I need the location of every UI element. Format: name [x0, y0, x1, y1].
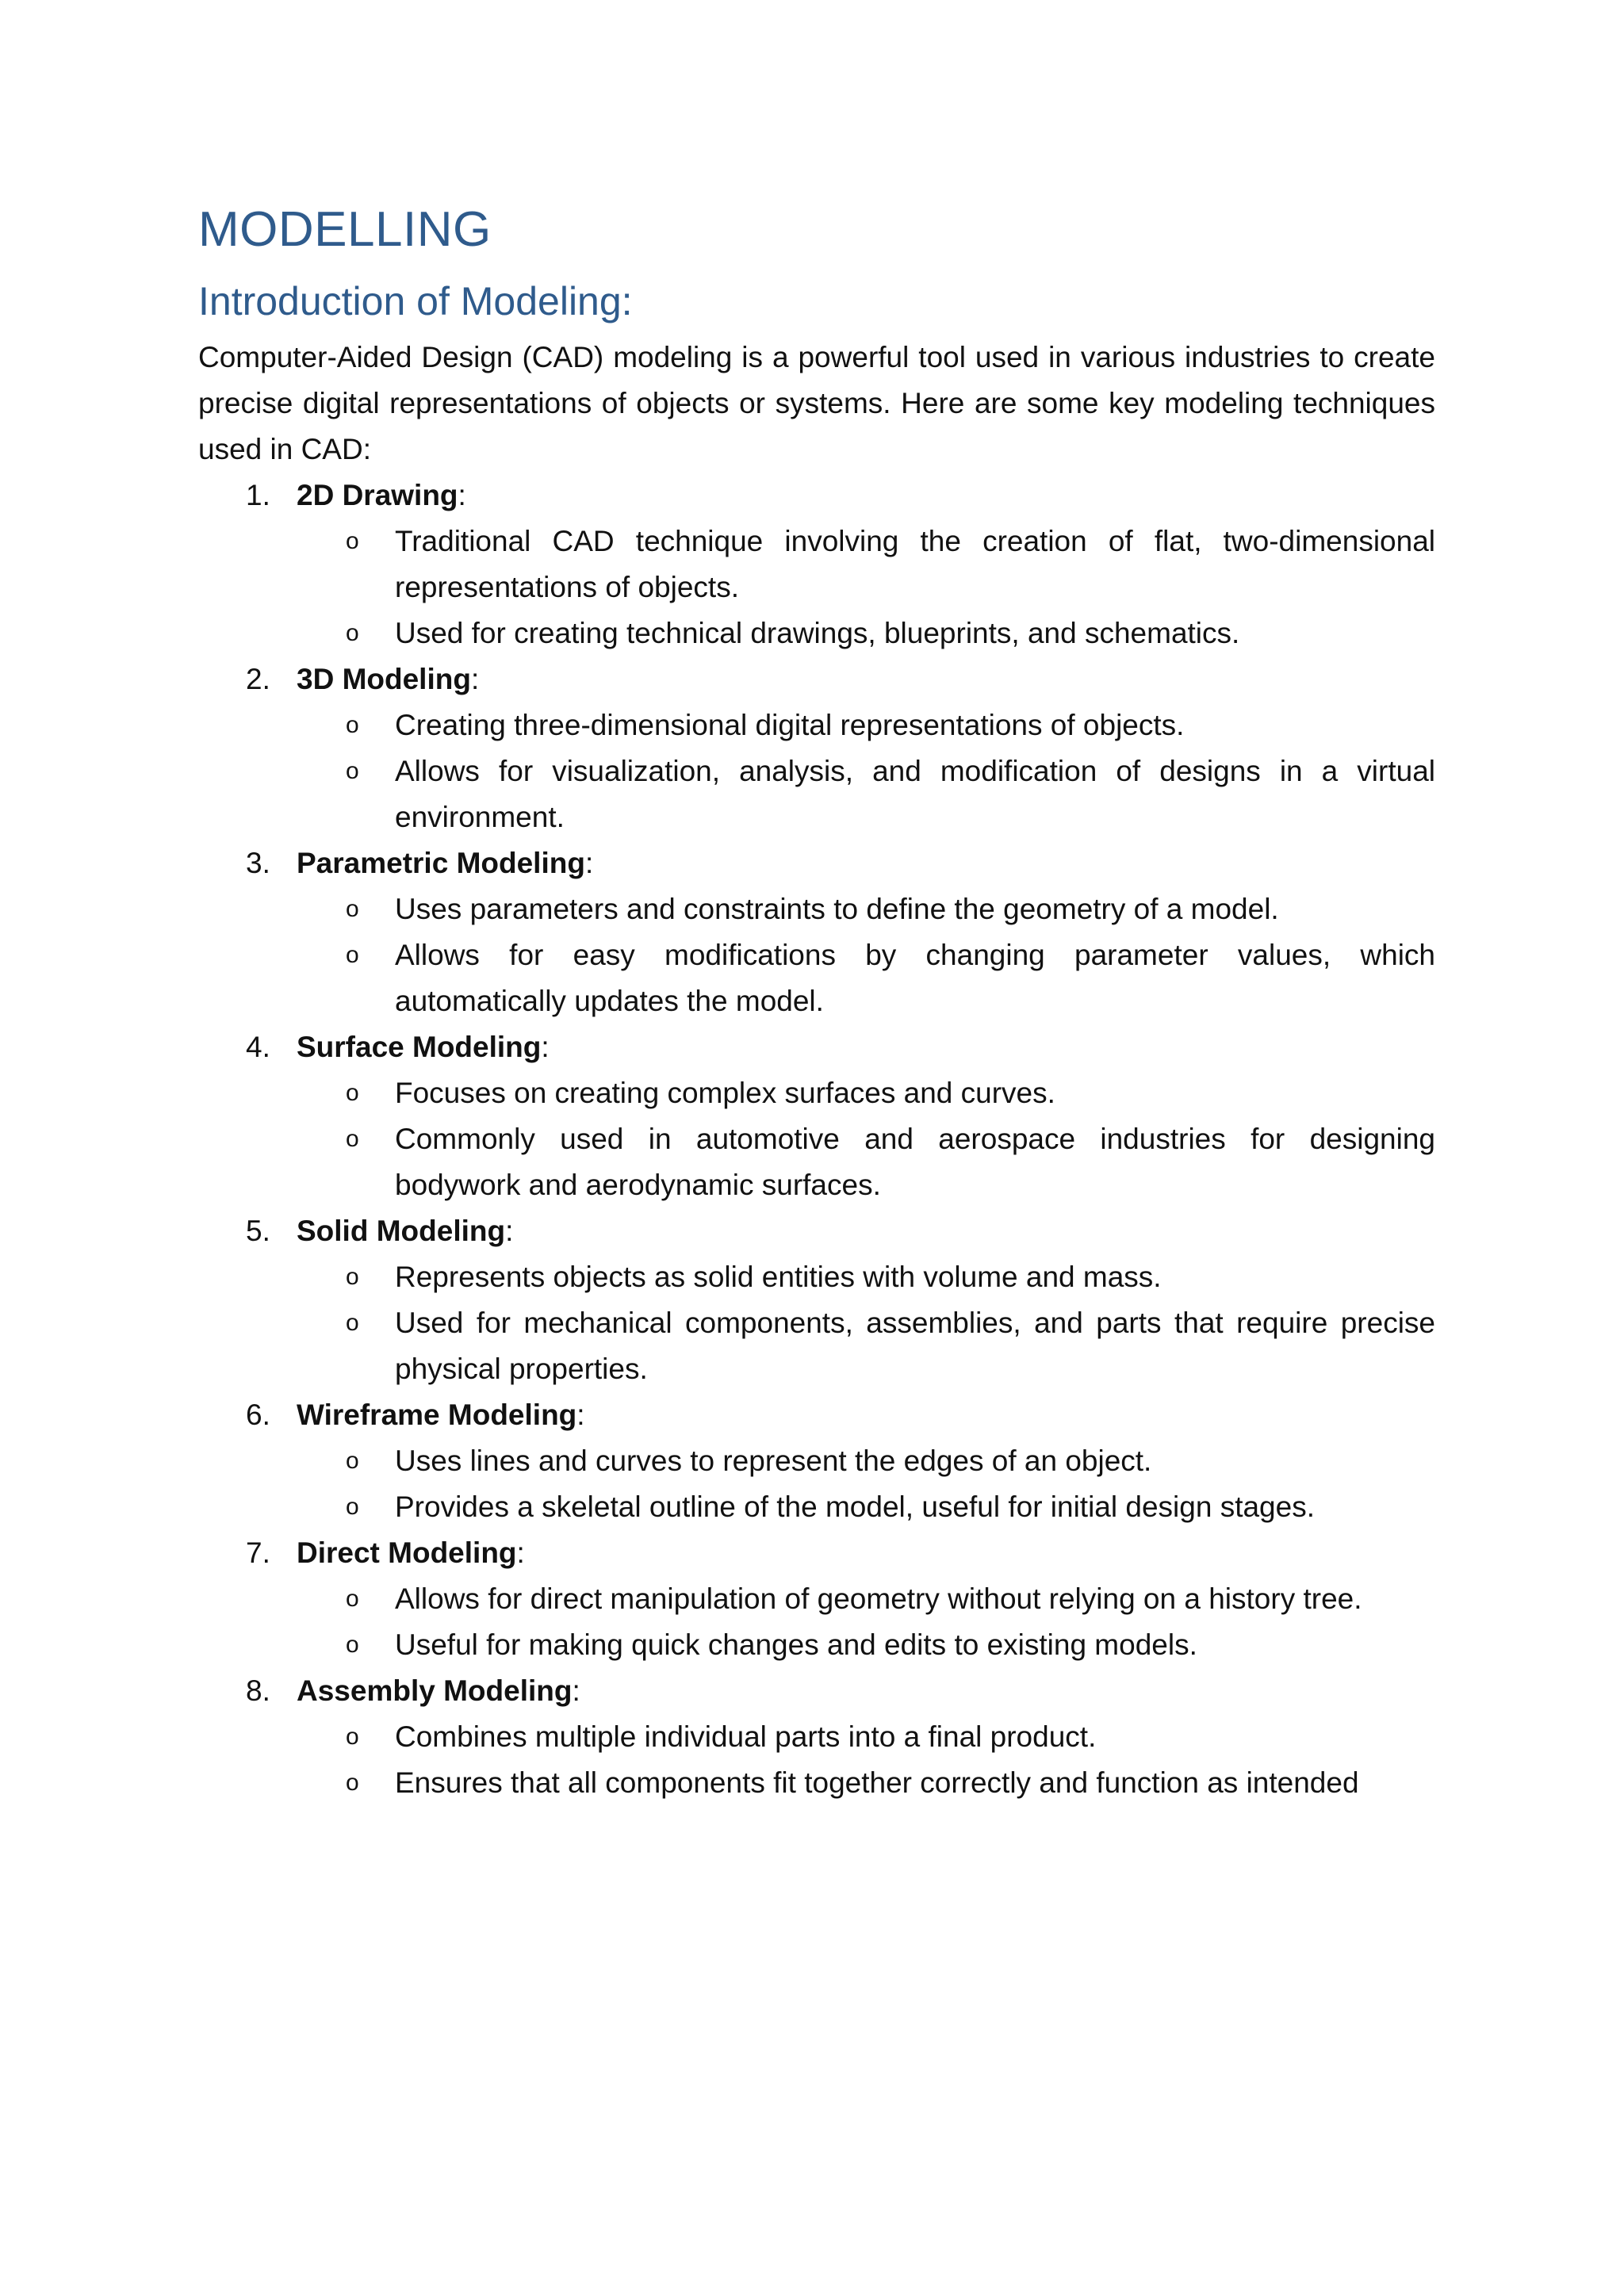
bullet-icon: o — [346, 1264, 359, 1290]
bullet-icon: o — [346, 1586, 359, 1612]
point-text: Used for mechanical components, assemblies, and parts that require precise physical properties. — [395, 1307, 1435, 1385]
bullet-icon: o — [346, 896, 359, 922]
point-text: Uses lines and curves to represent the edges of an object. — [395, 1445, 1152, 1477]
technique-points — [198, 886, 1435, 1024]
list-item-point — [198, 1070, 1435, 1116]
point-text: Uses parameters and constraints to define the geometry of a model. — [395, 893, 1279, 925]
bullet-icon: o — [346, 1632, 359, 1658]
list-item-point — [198, 1484, 1435, 1530]
list-item-technique — [198, 1530, 1435, 1668]
technique-colon: : — [505, 1215, 514, 1247]
list-number: 6. — [246, 1399, 270, 1431]
point-text: Useful for making quick changes and edits to existing models. — [395, 1628, 1197, 1661]
technique-points — [198, 519, 1435, 656]
technique-colon: : — [576, 1399, 585, 1431]
technique-name: Assembly Modeling — [297, 1674, 573, 1707]
list-number: 4. — [246, 1031, 270, 1063]
list-item-point — [198, 1576, 1435, 1622]
technique-heading — [198, 1530, 1435, 1576]
bullet-icon: o — [346, 1494, 359, 1520]
technique-list — [198, 473, 1435, 1806]
list-item-technique — [198, 1392, 1435, 1530]
technique-name: Direct Modeling — [297, 1536, 517, 1569]
document-page — [198, 200, 1435, 1806]
list-item-point — [198, 1300, 1435, 1392]
bullet-icon: o — [346, 758, 359, 784]
list-item-point — [198, 1116, 1435, 1208]
technique-colon: : — [584, 847, 594, 879]
technique-heading — [198, 1668, 1435, 1714]
bullet-icon: o — [346, 942, 359, 968]
list-number: 3. — [246, 847, 270, 879]
bullet-icon: o — [346, 1724, 359, 1750]
list-item-technique — [198, 1024, 1435, 1208]
technique-points — [198, 1576, 1435, 1668]
list-item-point — [198, 1714, 1435, 1760]
list-item-technique — [198, 1208, 1435, 1392]
bullet-icon: o — [346, 528, 359, 554]
list-item-point — [198, 1622, 1435, 1668]
page-title: MODELLING — [198, 202, 492, 257]
list-number: 5. — [246, 1215, 270, 1247]
technique-name: Parametric Modeling — [297, 847, 585, 879]
technique-heading — [198, 656, 1435, 702]
list-item-point — [198, 886, 1435, 932]
intro-paragraph: Computer-Aided Design (CAD) modeling is a powerful tool used in various industries to create precise digital representations of objects or systems. Here are some key modeling techniques used in CAD: — [198, 341, 1435, 465]
list-item-point — [198, 1760, 1435, 1806]
point-text: Ensures that all components fit together correctly and function as intended — [395, 1766, 1359, 1799]
list-item-point — [198, 610, 1435, 656]
bullet-icon: o — [346, 1126, 359, 1152]
technique-name: 3D Modeling — [297, 663, 471, 695]
list-item-point — [198, 932, 1435, 1024]
technique-name: Solid Modeling — [297, 1215, 506, 1247]
technique-points — [198, 1438, 1435, 1530]
list-item-point — [198, 748, 1435, 840]
list-item-point — [198, 1254, 1435, 1300]
technique-heading — [198, 473, 1435, 519]
bullet-icon: o — [346, 712, 359, 738]
list-number: 1. — [246, 479, 270, 511]
list-item-technique — [198, 1668, 1435, 1806]
bullet-icon: o — [346, 1310, 359, 1336]
technique-name: Wireframe Modeling — [297, 1399, 577, 1431]
technique-points — [198, 1254, 1435, 1392]
technique-points — [198, 1070, 1435, 1208]
technique-colon: : — [516, 1536, 525, 1569]
section-heading: Introduction of Modeling: — [198, 279, 633, 323]
technique-colon: : — [470, 663, 480, 695]
point-text: Commonly used in automotive and aerospace industries for designing bodywork and aerodynamic surfaces. — [395, 1123, 1435, 1201]
list-item-technique — [198, 656, 1435, 840]
list-item-point — [198, 702, 1435, 748]
list-number: 8. — [246, 1674, 270, 1707]
technique-colon: : — [458, 479, 466, 511]
technique-colon: : — [572, 1674, 580, 1707]
bullet-icon: o — [346, 1770, 359, 1796]
technique-name: Surface Modeling — [297, 1031, 542, 1063]
point-text: Allows for easy modifications by changing parameter values, which automatically updates the model. — [395, 939, 1435, 1017]
point-text: Provides a skeletal outline of the model, useful for initial design stages. — [395, 1490, 1315, 1523]
point-text: Allows for direct manipulation of geometry without relying on a history tree. — [395, 1582, 1362, 1615]
technique-name: 2D Drawing — [297, 479, 458, 511]
list-item-technique — [198, 840, 1435, 1024]
technique-heading — [198, 1024, 1435, 1070]
bullet-icon: o — [346, 1080, 359, 1106]
bullet-icon: o — [346, 1448, 359, 1474]
technique-heading — [198, 840, 1435, 886]
point-text: Traditional CAD technique involving the creation of flat, two-dimensional representations of objects. — [395, 525, 1435, 603]
list-item-technique — [198, 473, 1435, 656]
point-text: Allows for visualization, analysis, and modification of designs in a virtual environment. — [395, 755, 1435, 833]
technique-heading — [198, 1208, 1435, 1254]
technique-points — [198, 702, 1435, 840]
list-item-point — [198, 519, 1435, 610]
point-text: Represents objects as solid entities with volume and mass. — [395, 1261, 1162, 1293]
point-text: Creating three-dimensional digital representations of objects. — [395, 709, 1185, 741]
point-text: Combines multiple individual parts into a final product. — [395, 1720, 1097, 1753]
list-number: 2. — [246, 663, 270, 695]
technique-colon: : — [541, 1031, 550, 1063]
list-item-point — [198, 1438, 1435, 1484]
point-text: Used for creating technical drawings, blueprints, and schematics. — [395, 617, 1240, 649]
technique-heading — [198, 1392, 1435, 1438]
bullet-icon: o — [346, 620, 359, 646]
technique-points — [198, 1714, 1435, 1806]
list-number: 7. — [246, 1536, 270, 1569]
point-text: Focuses on creating complex surfaces and curves. — [395, 1077, 1055, 1109]
